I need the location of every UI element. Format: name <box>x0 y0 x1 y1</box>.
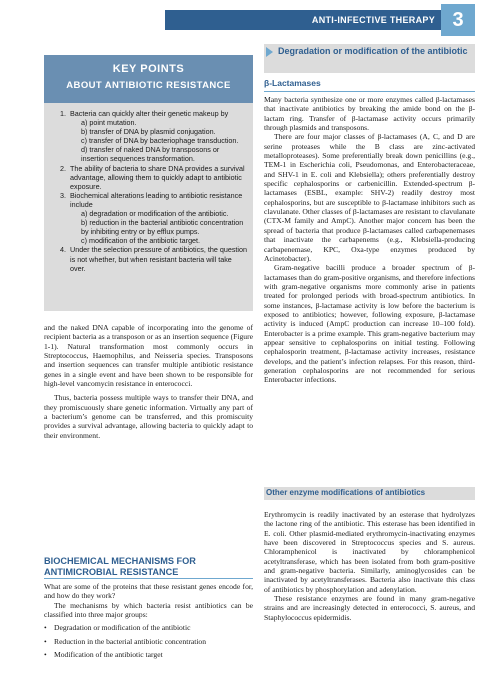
right-heading: Degradation or modification of the antibiotic <box>278 46 468 56</box>
section-rule <box>44 578 253 579</box>
key-point-sublist <box>70 118 247 163</box>
key-point-subitem: c) modification of the antibiotic target. <box>81 236 201 246</box>
key-point-3 <box>60 191 247 246</box>
beta-lactamases-subheading: β-Lactamases <box>264 78 321 88</box>
key-point-sublist <box>70 209 247 245</box>
intro-paragraph: The mechanisms by which bacteria resist antibiotics can be classified into three major groups: <box>44 600 253 620</box>
key-point-text: The ability of bacteria to share DNA provides a survival advantage, allowing them to quickly adapt to antibiotic exposure. <box>70 163 245 191</box>
key-points-list <box>44 103 253 273</box>
question-paragraph: What are some of the proteins that these resistant genes encode for, and how do they work? <box>44 582 253 601</box>
page-number: 3 <box>441 4 475 36</box>
body-paragraph: Many bacteria synthesize one or more enzymes called β-lactamases that inactivate antibiotics by breaking the amide bond on the β-lactam ring. Transfer of β-lactamase activity occurs primarily through plasmids and transposons. <box>264 95 475 133</box>
key-point-4 <box>60 245 247 272</box>
key-point-text: Biochemical alterations leading to antibiotic resistance include <box>70 190 243 209</box>
key-point-text: Under the selection pressure of antibiotics, the question is not whether, but when resistant bacteria will take over. <box>70 245 247 273</box>
key-point-text: Bacteria can quickly alter their genetic makeup by <box>70 109 229 118</box>
left-column-section-body <box>44 582 253 663</box>
key-point-number: 1. <box>60 109 66 118</box>
key-point-number: 3. <box>60 190 66 200</box>
left-column-body <box>44 323 253 440</box>
key-points-header <box>44 55 253 103</box>
body-paragraph: Erythromycin is readily inactivated by an esterase that hydrolyzes the lactone ring of the antibiotic. This esterase has been identified in E. coli. Other plasmid-mediated erythromycin-inactivating enzymes have been discovered in Streptococcus species and S. aureus. Chloramphenicol is inactivated by chloramphenicol acetyltransferase, which has been isolated from both gram-positive and gram-negative bacteria. Similarly, aminoglycosides can be inactivated by acetyltransferases. Bacteria also inactivate this class of antibiotics by phosphorylation and adenylation. <box>264 510 475 594</box>
subheading-rule <box>264 91 475 92</box>
key-points-box <box>44 55 253 311</box>
key-point-subitem: a) point mutation. <box>81 118 137 128</box>
body-paragraph: Thus, bacteria possess multiple ways to transfer their DNA, and they promiscuously share genetic information. Virtually any part of a bacterium’s genome can be transferred, and this promiscuity provides a survival advantage, allowing bacteria to quickly adapt to their environment. <box>44 393 253 440</box>
other-enzyme-subheading: Other enzyme modifications of antibiotics <box>266 488 426 497</box>
key-point-subitem: c) transfer of DNA by bacteriophage transduction. <box>81 136 239 146</box>
right-column-body <box>264 95 475 385</box>
section-heading: BIOCHEMICAL MECHANISMS FOR ANTIMICROBIAL RESISTANCE <box>44 556 196 577</box>
body-paragraph: and the naked DNA capable of incorporating into the genome of recipient bacteria as a transposon or as an insertion sequence (Figure 1-1). Natural transformation most commonly occurs in Streptococcus, Haemophilus, and Neisseria species. Transposons and insertion sequences can transfer multiple antibiotic resistance genes in a single event and have been shown to be responsible for high-level vancomycin resistance in enterococci. <box>44 323 253 389</box>
right-column-body-2 <box>264 510 475 622</box>
bullet-item: • Reduction in the bacterial antibiotic concentration <box>44 637 253 646</box>
body-paragraph: There are four major classes of β-lactamases (A, C, and D are serine proteases while the B class are zinc-activated metalloproteases). Some preferentially break down penicillins (e.g., TEM-1 in Escherichia coli, Pseudomonas, and Enterobacteraceae, and SHV-1 in E. coli and Klebsiella); others preferentially destroy specific cephalosporins or carbenicillin. Extended-spectrum β-lactamases (ESBL, example: SHV-2) readily destroy most cephalosporins, but are susceptible to β-lactamase inhibitors such as clavulanate. Other classes of β-lactamases are resistant to clavulanate (CTX-M family and AmpC). Another major concern has been the spread of bacteria that produce β-lactamases called carbapenemases that inactivate the carbapenems (e.g., Klebsiella-producing carbapenemase, KPC, Oxa-type enzymes produced by Acinetobacter). <box>264 132 475 263</box>
key-points-title: KEY POINTS <box>112 63 185 75</box>
key-point-1 <box>60 109 247 164</box>
bullet-item: • Modification of the antibiotic target <box>44 650 253 659</box>
key-points-subtitle: ABOUT ANTIBIOTIC RESISTANCE <box>66 80 231 91</box>
key-point-subitem: a) degradation or modification of the antibiotic. <box>81 209 229 219</box>
body-paragraph: Gram-negative bacilli produce a broader spectrum of β-lactamases than do gram-positive organisms, and therefore infections with gram-negative organisms more commonly arise in patients treated for prolonged periods with broad-spectrum antibiotics. In some instances, β-lactamase activity is low before the bacterium is exposed to antibiotics; however, following exposure, β-lactamase activity is induced (AmpC production can increase 10–100 fold). Enterobacter is a prime example. This gram-negative bacterium may appear sensitive to cephalosporins on initial testing. Following cephalosporin treatment, β-lactamase activity increases, resistance develops, and the patient’s infection relapses. For this reason, third-generation cephalosporins are not recommended for serious Enterobacter infections. <box>264 263 475 385</box>
key-point-number: 2. <box>60 163 66 173</box>
key-point-subitem: d) transfer of naked DNA by transposons or insertion sequences transformation. <box>81 145 220 164</box>
mechanism-bullet-list <box>44 623 253 659</box>
body-paragraph: These resistance enzymes are found in many gram-negative strains and are increasingly detected in enterococci, S. aureus, and Staphylococcus epidermidis. <box>264 594 475 622</box>
running-header-title: ANTI-INFECTIVE THERAPY <box>311 15 435 25</box>
key-point-2 <box>60 164 247 191</box>
heading-arrow-icon <box>266 47 273 57</box>
key-point-subitem: b) reduction in the bacterial antibiotic concentration by inhibiting entry or by efflux pumps. <box>81 218 244 237</box>
key-point-number: 4. <box>60 245 66 255</box>
key-point-subitem: b) transfer of DNA by plasmid conjugation. <box>81 127 216 137</box>
bullet-item: • Degradation or modification of the antibiotic <box>44 623 253 632</box>
